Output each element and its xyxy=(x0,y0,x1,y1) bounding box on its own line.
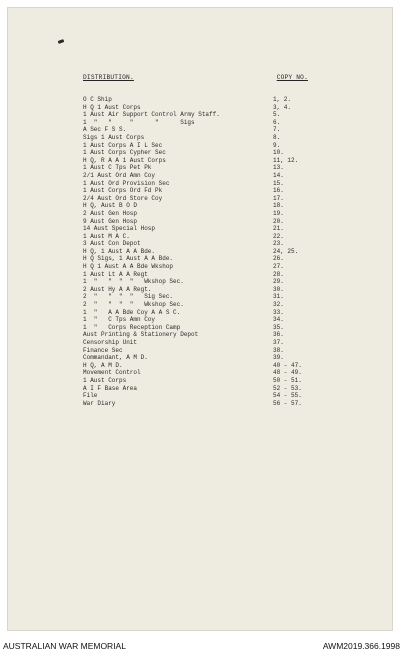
copy-number: 14. xyxy=(273,171,284,179)
list-item xyxy=(83,142,308,150)
list-item xyxy=(83,202,308,210)
list-item xyxy=(83,362,308,370)
list-item xyxy=(83,157,308,165)
copy-number: 23. xyxy=(273,240,284,248)
unit-name: 1 " C Tps Amn Coy xyxy=(83,316,156,324)
list-item xyxy=(83,210,308,218)
copy-number: 36. xyxy=(273,331,284,339)
list-item xyxy=(83,96,308,104)
footer-reference: AWM2019.366.1998 xyxy=(322,641,400,651)
copy-number: 37. xyxy=(273,339,284,346)
unit-name: 2 Aust Gen Hosp xyxy=(83,209,138,217)
copy-number: 29. xyxy=(273,278,284,286)
list-item xyxy=(83,187,308,195)
unit-name: H Q Sigs, 1 Aust A A Bde. xyxy=(83,255,174,263)
copy-number: 30. xyxy=(273,285,284,293)
copy-number: 32. xyxy=(273,301,284,309)
copy-number: 18. xyxy=(273,202,284,210)
list-item xyxy=(83,278,308,286)
unit-name: Commandant, A M D. xyxy=(83,354,148,362)
list-item xyxy=(83,271,308,279)
copy-number: 6. xyxy=(273,118,281,126)
unit-name: 1 Aust Corps A I L Sec xyxy=(83,141,163,149)
copy-number: 48 - 49. xyxy=(273,369,302,377)
unit-name: 2/1 Aust Ord Amn Coy xyxy=(83,171,156,179)
list-item xyxy=(83,324,308,332)
unit-name: 9 Aust Gen Hosp xyxy=(83,217,138,225)
archive-footer xyxy=(0,638,403,653)
copy-number: 38. xyxy=(273,346,284,354)
unit-name: 2/4 Aust Ord Store Coy xyxy=(83,194,163,202)
distribution-list xyxy=(83,96,308,407)
unit-name: 1 Aust Corps Ord Fd Pk xyxy=(83,187,163,195)
unit-name: 1 " Corps Reception Camp xyxy=(83,323,181,331)
list-item xyxy=(83,134,308,142)
list-item xyxy=(83,180,308,188)
unit-name: 1 Aust C Tps Pet Pk xyxy=(83,164,152,172)
copy-number: 21. xyxy=(273,225,284,233)
copy-number: 50 - 51. xyxy=(273,376,302,384)
unit-name: File xyxy=(83,392,98,400)
list-item xyxy=(83,240,308,248)
column-headers xyxy=(83,74,308,84)
copy-number: 33. xyxy=(273,308,284,316)
list-item xyxy=(83,377,308,385)
list-item xyxy=(83,369,308,377)
copy-number: 24, 25. xyxy=(273,247,299,255)
list-item xyxy=(83,339,308,347)
list-item xyxy=(83,233,308,241)
copy-number: 56 - 57. xyxy=(273,399,302,407)
document-page xyxy=(8,8,392,630)
list-item xyxy=(83,385,308,393)
list-item xyxy=(83,195,308,203)
unit-name: O C Ship xyxy=(83,96,112,103)
list-item xyxy=(83,301,308,309)
copy-number: 7. xyxy=(273,126,281,134)
list-item xyxy=(83,248,308,256)
list-item xyxy=(83,309,308,317)
unit-name: H Q, 1 Aust A A Bde. xyxy=(83,247,156,255)
copy-number: 9. xyxy=(273,141,281,149)
unit-name: H Q, A M D. xyxy=(83,361,123,369)
unit-name: 1 " " " " Sigs xyxy=(83,118,195,126)
copy-number: 20. xyxy=(273,217,284,225)
unit-name: 1 " A A Bde Coy A A S C. xyxy=(83,308,181,316)
list-item xyxy=(83,293,308,301)
copy-number: 11, 12. xyxy=(273,156,299,164)
copy-number: 54 - 55. xyxy=(273,392,302,400)
list-item xyxy=(83,126,308,134)
copy-number: 3, 4. xyxy=(273,103,292,111)
unit-name: War Diary xyxy=(83,399,116,407)
list-item xyxy=(83,149,308,157)
list-item xyxy=(83,286,308,294)
unit-name: H Q 1 Aust A A Bde Wkshop xyxy=(83,263,174,271)
unit-name: Movement Control xyxy=(83,369,141,377)
list-item xyxy=(83,119,308,127)
unit-name: Aust Printing & Stationery Depot xyxy=(83,331,199,339)
distribution-heading: DISTRIBUTION. xyxy=(83,74,134,81)
list-item xyxy=(83,331,308,339)
unit-name: 1 Aust Corps Cypher Sec xyxy=(83,149,166,157)
unit-name: Sigs 1 Aust Corps xyxy=(83,133,145,141)
copy-number: 15. xyxy=(273,179,284,187)
copy-number: 5. xyxy=(273,111,281,119)
copy-number: 13. xyxy=(273,164,284,172)
unit-name: 1 Aust Lt A A Regt xyxy=(83,270,148,278)
unit-name: 1 " " " " Wkshop Sec. xyxy=(83,278,184,286)
copy-number: 26. xyxy=(273,255,284,263)
list-item xyxy=(83,316,308,324)
unit-name: A I F Base Area xyxy=(83,384,138,392)
copy-number: 17. xyxy=(273,194,284,202)
list-item xyxy=(83,218,308,226)
copy-number: 39. xyxy=(273,354,284,362)
copy-number: 8. xyxy=(273,133,281,141)
list-item xyxy=(83,400,308,408)
unit-name: H Q, Aust B O D xyxy=(83,202,138,210)
unit-name: A Sec F S S. xyxy=(83,126,127,134)
list-item xyxy=(83,104,308,112)
unit-name: 14 Aust Special Hosp xyxy=(83,225,156,233)
copy-number: 52 - 53. xyxy=(273,384,302,392)
copy-number: 22. xyxy=(273,232,284,240)
list-item xyxy=(83,354,308,362)
copy-number: 27. xyxy=(273,263,284,271)
list-item xyxy=(83,392,308,400)
copy-number: 35. xyxy=(273,323,284,331)
list-item xyxy=(83,225,308,233)
unit-name: 2 " " " " Sig Sec. xyxy=(83,293,174,301)
list-item xyxy=(83,164,308,172)
unit-name: H Q, R A A 1 Aust Corps xyxy=(83,156,166,164)
unit-name: Censorship Unit xyxy=(83,339,138,346)
pen-mark xyxy=(58,39,65,44)
copy-number: 31. xyxy=(273,293,284,301)
copy-number: 28. xyxy=(273,270,284,278)
copy-number: 34. xyxy=(273,316,284,324)
unit-name: Finance Sec xyxy=(83,346,123,354)
unit-name: 2 " " " " Wkshop Sec. xyxy=(83,301,184,309)
copy-number: 19. xyxy=(273,209,284,217)
unit-name: 1 Aust Corps xyxy=(83,376,127,384)
footer-source: AUSTRALIAN WAR MEMORIAL xyxy=(3,641,126,651)
copy-no-heading: COPY NO. xyxy=(276,74,308,81)
unit-name: H Q 1 Aust Corps xyxy=(83,103,141,111)
unit-name: 1 Aust Ord Provision Sec xyxy=(83,179,170,187)
list-item xyxy=(83,172,308,180)
copy-number: 40 - 47. xyxy=(273,361,302,369)
list-item xyxy=(83,255,308,263)
unit-name: 2 Aust Hy A A Regt. xyxy=(83,285,152,293)
copy-number: 10. xyxy=(273,149,284,157)
unit-name: 1 Aust Air Support Control Army Staff. xyxy=(83,111,220,119)
list-item xyxy=(83,111,308,119)
unit-name: 1 Aust M A C. xyxy=(83,232,130,240)
copy-number: 16. xyxy=(273,187,284,195)
list-item xyxy=(83,347,308,355)
copy-number: 1, 2. xyxy=(273,96,292,103)
list-item xyxy=(83,263,308,271)
unit-name: 3 Aust Con Depot xyxy=(83,240,141,248)
